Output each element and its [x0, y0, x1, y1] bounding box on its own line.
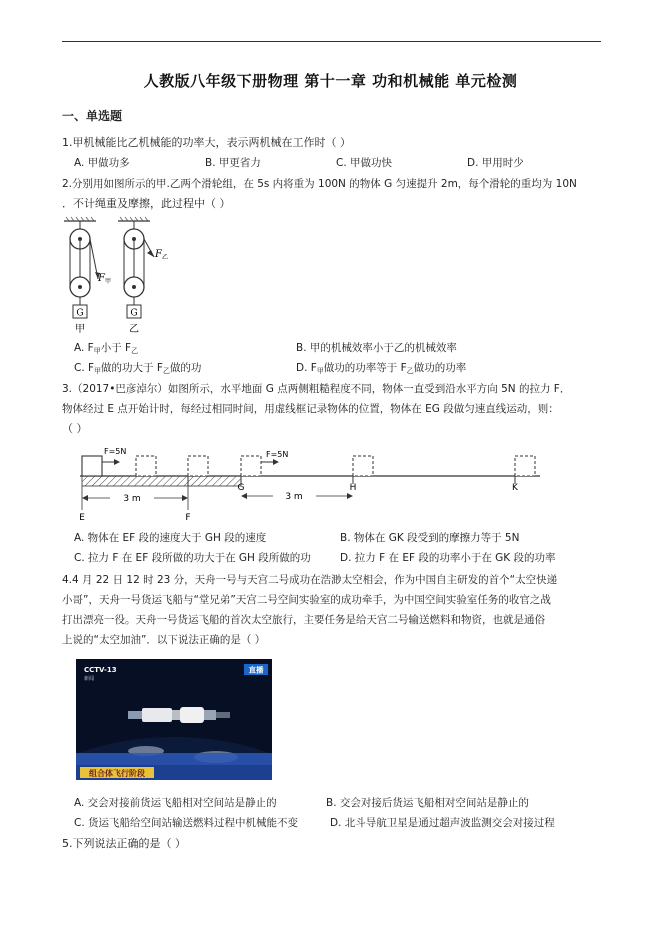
force-label-1: F=5N: [104, 447, 127, 456]
q4-stem-line1: 4.4 月 22 日 12 时 23 分，天舟一号与天宫二号成功在浩渺太空相会，作为中国自主研发的首个“太空快递: [62, 574, 558, 586]
q4-stem-line4: 上说的“太空加油”．以下说法正确的是（ ）: [62, 634, 266, 646]
q1-option-d: D. 甲用时少: [467, 157, 524, 169]
caption-right: 乙: [129, 324, 139, 335]
q4-option-d: D. 北斗导航卫星是通过超声波监测交会对接过程: [330, 817, 555, 829]
point-f: F: [185, 513, 191, 523]
banner-text: 组合体飞行阶段: [89, 769, 145, 778]
point-k: K: [512, 483, 518, 493]
force-label-left-sub: 甲: [105, 278, 112, 285]
q5-stem: 5.下列说法正确的是（ ）: [62, 837, 186, 850]
live-badge: 直播: [248, 665, 264, 675]
page-title: 人教版八年级下册物理 第十一章 功和机械能 单元检测: [143, 72, 518, 90]
news-photo: [76, 659, 272, 780]
distance-label-2: 3 m: [285, 492, 303, 502]
q2-option-d: D. $F_甲$做功的功率等于 $F_乙$做功的功率: [296, 362, 467, 375]
q1-option-c: C. 甲做功快: [336, 157, 393, 169]
point-e: E: [79, 513, 85, 523]
channel-logo-sub: 新闻: [84, 676, 95, 682]
q2-option-c: C. $F_甲$做的功大于 $F_乙$做的功: [74, 362, 202, 375]
q3-option-b: B. 物体在 GK 段受到的摩擦力等于 5N: [340, 532, 520, 544]
q3-stem-line1: 3.（2017•巴彦淖尔）如图所示，水平地面 G 点两侧粗糙程度不同，物体一直受到沿水平方向 5N 的拉力 F．: [62, 383, 571, 395]
q4-stem-line3: 打出漂亮一役。天舟一号货运飞船的首次太空旅行，主要任务是给天宫二号输送燃料和物资，也就是通俗: [62, 614, 545, 626]
q3-option-d: D. 拉力 F 在 EF 段的功率小于在 GK 段的功率: [340, 552, 556, 564]
q4-option-b: B. 交会对接后货运飞船相对空间站是静止的: [326, 797, 529, 809]
q2-option-b: B. 甲的机械效率小于乙的机械效率: [296, 342, 457, 354]
force-label-right: F: [155, 249, 162, 260]
force-label-2: F=5N: [266, 450, 289, 459]
q3-stem-line3: （ ）: [62, 422, 88, 435]
q4-stem-line2: 小哥”，天舟一号货运飞船与“堂兄弟”天宫二号空间实验室的成功牵手，为中国空间实验室任务的收官之战: [62, 594, 551, 606]
q1-option-b: B. 甲更省力: [205, 157, 261, 169]
q2-option-a: A. $F_甲$小于 $F_乙$: [74, 342, 139, 355]
pulley-figure: [62, 215, 182, 337]
q1-stem: 1.甲机械能比乙机械能的功率大，表示两机械在工作时（ ）: [62, 136, 351, 149]
motion-figure: [70, 444, 550, 524]
force-label-left: F: [98, 273, 105, 284]
q1-option-a: A. 甲做功多: [74, 157, 130, 169]
force-label-right-sub: 乙: [162, 254, 169, 261]
q4-option-a: A. 交会对接前货运飞船相对空间站是静止的: [74, 797, 277, 809]
q2-stem-line2: ．不计绳重及摩擦，此过程中（ ）: [62, 197, 231, 210]
weight-label-right: G: [130, 308, 138, 319]
caption-left: 甲: [75, 324, 85, 335]
q3-option-c: C. 拉力 F 在 EF 段所做的功大于在 GH 段所做的功: [74, 552, 311, 564]
q2-stem-line1: 2.分别用如图所示的甲.乙两个滑轮组，在 5s 内将重为 100N 的物体 G 匀速提升 2m，每个滑轮的重均为 10N: [62, 178, 577, 190]
point-h: H: [349, 483, 357, 493]
point-g: G: [237, 483, 245, 493]
header-rule: [62, 41, 601, 42]
section-heading: 一、单选题: [62, 109, 123, 123]
q3-option-a: A. 物体在 EF 段的速度大于 GH 段的速度: [74, 532, 267, 544]
distance-label-1: 3 m: [123, 494, 141, 504]
q3-stem-line2: 物体经过 E 点开始计时，每经过相同时间，用虚线框记录物体的位置，物体在 EG 段做匀速直线运动，则：: [62, 403, 559, 415]
q4-option-c: C. 货运飞船给空间站输送燃料过程中机械能不变: [74, 817, 299, 829]
weight-label-left: G: [76, 308, 84, 319]
channel-logo: CCTV-13: [84, 666, 117, 674]
